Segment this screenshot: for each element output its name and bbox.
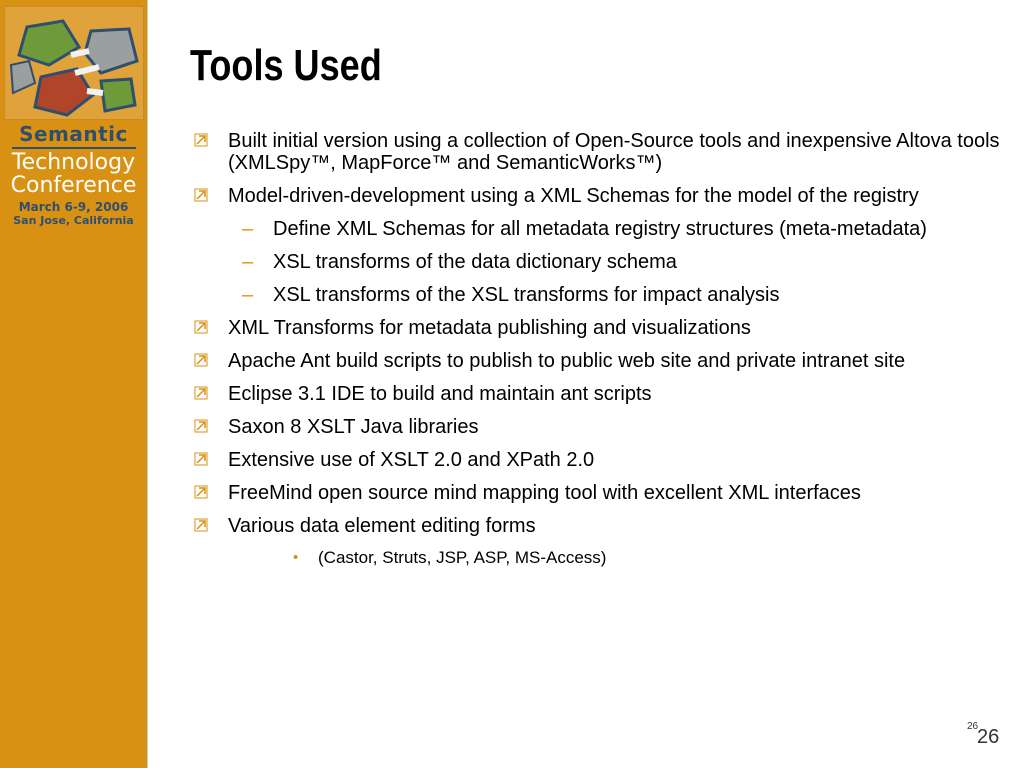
sidebar-banner xyxy=(0,0,147,768)
arrow-bullet-icon xyxy=(194,133,208,147)
bullet-text: Define XML Schemas for all metadata registry structures (meta-metadata) xyxy=(273,218,927,240)
bullet-text: XSL transforms of the XSL transforms for impact analysis xyxy=(273,284,780,306)
dash-marker: – xyxy=(242,284,254,306)
arrow-bullet-icon xyxy=(194,188,208,202)
arrow-bullet-icon xyxy=(194,353,208,367)
bullet-text: (Castor, Struts, JSP, ASP, MS-Access) xyxy=(318,548,607,567)
divider xyxy=(12,147,136,149)
page-number: 26 xyxy=(977,726,1000,748)
dot-marker: • xyxy=(293,549,299,566)
conference-name: Semantic xyxy=(19,122,128,146)
hexagon-logo-icon xyxy=(5,7,143,119)
conference-line-conference: Conference xyxy=(10,173,137,198)
conference-line-technology: Technology xyxy=(11,150,136,175)
bullet-text: Built initial version using a collection of Open-Source tools and inexpensive Altova tools (XMLSpy™, MapForce™ and SemanticWorks™) xyxy=(228,130,1000,174)
bullet-item xyxy=(190,482,1000,504)
sub-bullet-item xyxy=(190,218,1000,240)
bullet-text: Eclipse 3.1 IDE to build and maintain ant scripts xyxy=(228,383,652,405)
conference-logo xyxy=(4,6,144,120)
bullet-text: XSL transforms of the data dictionary schema xyxy=(273,251,677,273)
arrow-bullet-icon xyxy=(194,485,208,499)
bullet-item xyxy=(190,350,1000,372)
sub-bullet-item xyxy=(190,251,1000,273)
bullet-item xyxy=(190,130,1000,174)
arrow-bullet-icon xyxy=(194,452,208,466)
page-number-superscript: 26 xyxy=(967,721,979,732)
bullet-text: Various data element editing forms xyxy=(228,515,536,537)
slide-title: Tools Used xyxy=(190,41,382,90)
bullet-item xyxy=(190,317,1000,339)
dash-marker: – xyxy=(242,218,254,240)
conference-location: San Jose, California xyxy=(13,214,134,227)
conference-dates: March 6-9, 2006 xyxy=(18,200,129,214)
dash-marker: – xyxy=(242,251,254,273)
arrow-bullet-icon xyxy=(194,320,208,334)
conference-info xyxy=(0,122,147,227)
bullet-item xyxy=(190,449,1000,471)
sidebar-divider xyxy=(147,0,148,768)
bullet-text: FreeMind open source mind mapping tool with excellent XML interfaces xyxy=(228,482,861,504)
bullet-item xyxy=(190,383,1000,405)
bullet-text: Extensive use of XSLT 2.0 and XPath 2.0 xyxy=(228,449,595,471)
arrow-bullet-icon xyxy=(194,419,208,433)
sub-sub-bullet-item xyxy=(190,548,1000,568)
bullet-text: Saxon 8 XSLT Java libraries xyxy=(228,416,479,438)
bullet-text: XML Transforms for metadata publishing and visualizations xyxy=(228,317,751,339)
sub-bullet-item xyxy=(190,284,1000,306)
bullet-item xyxy=(190,416,1000,438)
bullet-item xyxy=(190,185,1000,207)
bullet-text: Model-driven-development using a XML Schemas for the model of the registry xyxy=(228,185,919,207)
bullet-list xyxy=(190,130,1000,568)
bullet-text: Apache Ant build scripts to publish to public web site and private intranet site xyxy=(228,350,906,372)
arrow-bullet-icon xyxy=(194,386,208,400)
bullet-item xyxy=(190,515,1000,537)
arrow-bullet-icon xyxy=(194,518,208,532)
